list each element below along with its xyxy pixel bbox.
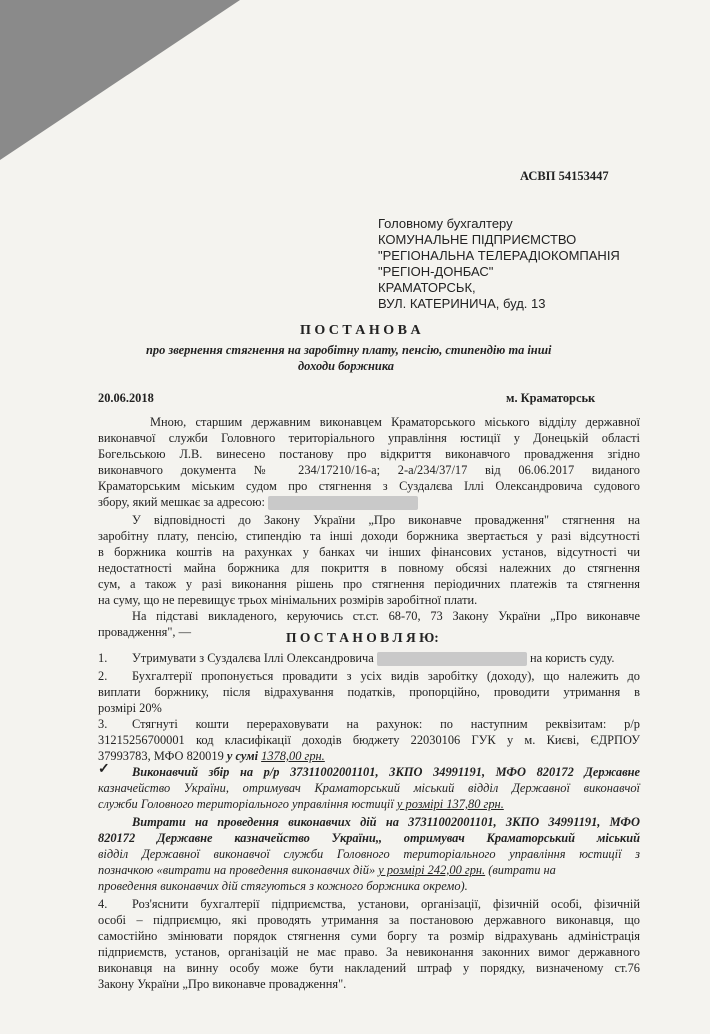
text-line: [98, 748, 325, 764]
text-line: [98, 494, 418, 510]
text-line: виплати боржнику, після відрахування податків, пропорційно, проводити утримання в: [98, 685, 640, 699]
document-date: 20.06.2018: [98, 391, 154, 405]
text-line: підприємств, установ, організацій не має право. За невиконання законних вимог державного: [98, 945, 640, 959]
text-fragment: (витрати на: [488, 863, 556, 877]
document-title: П О С Т А Н О В А: [300, 323, 421, 338]
text-line: Мною, старшим державним виконавцем Краматорського міського відділу державної: [150, 415, 640, 429]
recipient-line: КОМУНАЛЬНЕ ПІДПРИЄМСТВО: [378, 232, 577, 247]
text-line: проведення виконавчих дій стягуються з кожного боржника окремо).: [98, 879, 468, 893]
document-city: м. Краматорськ: [506, 391, 596, 405]
text-line: недостатності майна боржника для покриття в повному обсязі належних до стягнення: [98, 561, 640, 575]
document-reference-number: АСВП 54153447: [520, 169, 609, 183]
text-line: казначейство України, отримувач Краматорський міський відділ Державної виконавчої: [98, 781, 640, 795]
text-line: розмірі 20%: [98, 701, 162, 715]
text-line: відділ Державної виконавчої служби Головного територіального управління юстиції з: [98, 847, 640, 861]
text-line: провадження", —: [98, 625, 192, 639]
text-line: [98, 796, 504, 812]
item-1-text: [132, 650, 614, 666]
redacted-address: [268, 496, 418, 510]
resolution-title: П О С Т А Н О В Л Я Ю:: [286, 630, 439, 645]
text-line: на суму, що не перевищує трьох мінімальних розмірів заробітної плати.: [98, 593, 478, 607]
text-line: Краматорським міським судом про стягнення з Суздалєва Іллі Олександровича судового: [98, 479, 640, 493]
amount-value: у розмірі 137,80 грн.: [396, 797, 504, 811]
text-fragment: збору, який мешкає за адресою:: [98, 495, 265, 509]
text-line: На підставі викладеного, керуючись ст.ст. 68-70, 73 Закону України „Про виконавче: [132, 609, 640, 623]
text-line: 31215256700001 код класифікації доходів бюджету 22030106 ГУК у м. Києві, ЄДРПОУ: [98, 733, 640, 747]
text-fragment: позначкою «витрати на проведення виконавчих дій»: [98, 863, 376, 877]
text-line: 820172 Державне казначейство України,, отримувач Краматорський міський: [98, 831, 640, 845]
document-subtitle: про звернення стягнення на заробітну плату, пенсію, стипендію та інші: [146, 343, 552, 357]
redacted-amount: [377, 652, 527, 666]
recipient-line: КРАМАТОРСЬК,: [378, 280, 476, 295]
item-number: 2.: [98, 669, 108, 683]
document-subtitle: доходи боржника: [298, 359, 394, 373]
text-line: Роз'яснити бухгалтерії підприємства, установи, організації, фізичній особі, фізичній: [132, 897, 640, 911]
text-line: Закону України „Про виконавче провадження".: [98, 977, 347, 991]
text-fragment: у сумі: [226, 749, 259, 763]
text-fragment: на користь суду.: [530, 651, 615, 665]
text-line: виконавчого документа № 234/17210/16-а; 2-а/234/37/17 від 06.06.2017 виданого: [98, 463, 640, 477]
text-line: [98, 862, 556, 878]
text-line: У відповідності до Закону України „Про виконавче провадження" стягнення на: [132, 513, 640, 527]
text-line: Богельською Л.В. винесено постанову про відкриття виконавчого провадження згідно: [98, 447, 640, 461]
amount-value: у розмірі 242,00 грн.: [378, 863, 486, 877]
item-number: 3.: [98, 717, 108, 731]
recipient-line: Головному бухгалтеру: [378, 216, 513, 231]
item-number: 4.: [98, 897, 108, 911]
amount-value: 1378,00 грн.: [261, 749, 325, 763]
text-line: сум, а також у разі виконання рішень про стягнення періодичних платежів та стягнення: [98, 577, 640, 591]
text-fragment: служби Головного територіального управління юстиції: [98, 797, 394, 811]
text-fragment: 37993783, МФО 820019: [98, 749, 224, 763]
recipient-line: ВУЛ. КАТЕРИНИЧА, буд. 13: [378, 296, 546, 311]
text-line: особі – підприємцю, які проводять утримання за постановою державного виконавця, що: [98, 913, 640, 927]
text-line: Виконавчий збір на р/р 37311002001101, ЗКПО 34991191, МФО 820172 Державне: [132, 765, 640, 779]
text-line: виконавця на винну особу може бути накладений штраф у порядку, визначеному ст.76: [98, 961, 640, 975]
text-line: виконавчої служби Головного територіального управління юстиції у Донецькій області: [98, 431, 640, 445]
text-line: Витрати на проведення виконавчих дій на 37311002001101, ЗКПО 34991191, МФО: [132, 815, 640, 829]
text-line: заробітну плату, пенсію, стипендію та інші доходи боржника звертається у разі відсутності: [98, 529, 640, 543]
recipient-line: "РЕГІОН-ДОНБАС": [378, 264, 494, 279]
text-fragment: Утримувати з Суздалєва Іллі Олександровича: [132, 651, 374, 665]
text-line: в боржника коштів на рахунках у банках чи інших фінансових установ, відсутності чи: [98, 545, 640, 559]
recipient-line: "РЕГІОНАЛЬНА ТЕЛЕРАДІОКОМПАНІЯ: [378, 248, 620, 263]
text-line: Стягнуті кошти перераховувати на рахунок: по наступним реквізитам: р/р: [132, 717, 640, 731]
check-mark-icon: ✓: [98, 762, 110, 777]
text-line: Бухгалтерії пропонується провадити з усіх видів заробітку (доходу), що належить до: [132, 669, 640, 683]
item-number: 1.: [98, 651, 108, 665]
text-line: самостійно змінювати порядок стягнення суми боргу та розмір відрахувань адміністрація: [98, 929, 640, 943]
